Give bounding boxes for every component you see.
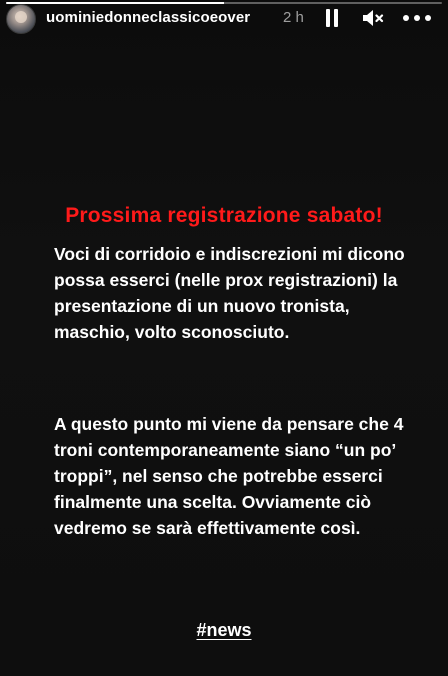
avatar[interactable] bbox=[6, 4, 36, 34]
story-title: Prossima registrazione sabato! bbox=[65, 204, 383, 227]
story-paragraph-2: A questo punto mi viene da pensare che 4 troni contemporaneamente siano “un po’ troppi”, nel senso che potrebbe esserci finalmente una scelta. Ovviamente ciò vedremo se sarà effettivamente così. bbox=[54, 414, 404, 538]
post-time: 2 h bbox=[283, 9, 304, 26]
username[interactable]: uominiedonneclassicoeover bbox=[46, 9, 251, 26]
more-icon[interactable] bbox=[403, 15, 431, 21]
story-paragraph-1: Voci di corridoio e indiscrezioni mi dicono possa esserci (nelle prox registrazioni) la presentazione di un nuovo tronista, maschio, volto sconosciuto. bbox=[54, 244, 405, 342]
pause-icon[interactable] bbox=[325, 9, 339, 27]
avatar-figure bbox=[15, 11, 27, 23]
mute-icon[interactable] bbox=[362, 9, 386, 27]
story-header bbox=[0, 0, 448, 40]
hashtag-link[interactable]: #news bbox=[196, 620, 252, 640]
